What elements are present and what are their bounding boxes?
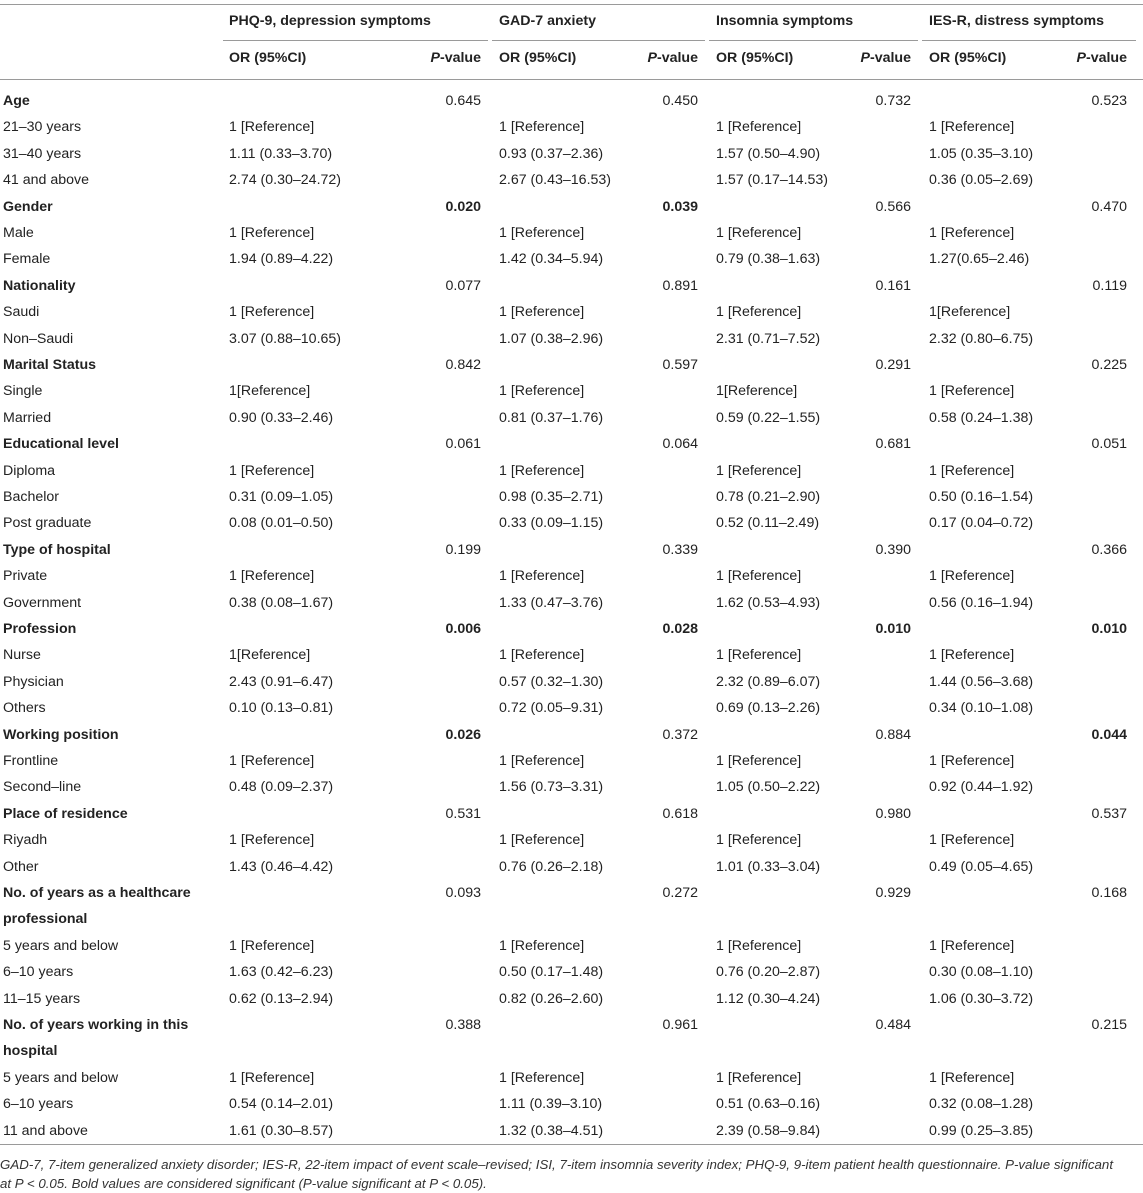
- or-cell: 0.72 (0.05–9.31): [499, 700, 604, 717]
- row-group-label: Profession: [3, 621, 77, 637]
- p-value-cell: 0.199: [445, 541, 481, 558]
- or-cell: 0.93 (0.37–2.36): [499, 145, 604, 162]
- or-cell: 0.81 (0.37–1.76): [499, 409, 604, 426]
- or-cell: 1 [Reference]: [499, 937, 585, 954]
- or-cell: 1[Reference]: [229, 383, 311, 400]
- or-cell: 0.82 (0.26–2.60): [499, 990, 604, 1007]
- or-cell: 1 [Reference]: [229, 937, 315, 954]
- column-group-title: PHQ-9, depression symptoms: [229, 13, 431, 29]
- column-group-underline: [492, 40, 705, 41]
- p-value-cell: 0.225: [1091, 357, 1127, 373]
- p-value-cell: 0.732: [875, 93, 911, 109]
- p-value-cell: 0.339: [662, 541, 698, 558]
- or-cell: 2.74 (0.30–24.72): [229, 172, 342, 189]
- or-cell: 1 [Reference]: [716, 753, 802, 769]
- or-cell: 1.56 (0.73–3.31): [499, 779, 604, 796]
- column-group-title: IES-R, distress symptoms: [929, 13, 1105, 29]
- or-cell: 1 [Reference]: [716, 937, 802, 954]
- row-label: Other: [3, 858, 39, 875]
- or-cell: 1 [Reference]: [499, 832, 585, 849]
- row-label: Diploma: [3, 462, 56, 479]
- p-value-cell: 0.842: [445, 357, 481, 373]
- or-cell: 1 [Reference]: [229, 753, 315, 769]
- or-cell: 1.32 (0.38–4.51): [499, 1122, 604, 1139]
- column-group-title: GAD-7 anxiety: [499, 13, 596, 29]
- or-cell: 0.76 (0.20–2.87): [716, 964, 821, 981]
- p-value-cell: 0.618: [662, 805, 698, 822]
- p-value-cell: 0.077: [445, 277, 481, 294]
- or-cell: 1 [Reference]: [716, 568, 802, 585]
- p-value-cell: 0.010: [1091, 621, 1127, 637]
- or-cell: 1 [Reference]: [716, 647, 802, 664]
- row-label: 31–40 years: [3, 145, 82, 162]
- row-group-label: Working position: [3, 726, 119, 743]
- row-label: 21–30 years: [3, 119, 82, 136]
- or-cell: 1.33 (0.47–3.76): [499, 594, 604, 611]
- p-value-cell: 0.272: [662, 885, 698, 901]
- or-cell: 1 [Reference]: [229, 462, 315, 479]
- row-group-label: No. of years working in this: [3, 1017, 189, 1033]
- or-cell: 1 [Reference]: [929, 462, 1015, 479]
- or-cell: 1 [Reference]: [716, 462, 802, 479]
- p-value-cell: 0.470: [1091, 198, 1127, 215]
- row-label: Physician: [3, 673, 64, 690]
- or-cell: 1.11 (0.33–3.70): [229, 145, 333, 162]
- or-cell: 0.51 (0.63–0.16): [716, 1096, 821, 1113]
- row-group-label: No. of years as a healthcare: [3, 885, 191, 901]
- or-cell: 1[Reference]: [929, 304, 1011, 321]
- bottom-rule: [0, 1144, 1143, 1145]
- p-value-cell: 0.645: [445, 93, 481, 109]
- or-cell: 1.06 (0.30–3.72): [929, 990, 1034, 1007]
- or-cell: 0.10 (0.13–0.81): [229, 700, 334, 717]
- or-cell: 0.58 (0.24–1.38): [929, 409, 1034, 426]
- or-cell: 0.90 (0.33–2.46): [229, 409, 334, 426]
- or-cell: 0.79 (0.38–1.63): [716, 251, 821, 268]
- p-value-cell: 0.390: [875, 541, 911, 558]
- row-label: 6–10 years: [3, 964, 74, 981]
- row-label: 6–10 years: [3, 1096, 74, 1113]
- or-cell: 0.17 (0.04–0.72): [929, 515, 1034, 532]
- or-cell: 1 [Reference]: [716, 304, 802, 321]
- p-value-cell: 0.039: [662, 198, 698, 215]
- or-cell: 0.36 (0.05–2.69): [929, 172, 1034, 189]
- row-group-label: Nationality: [3, 277, 76, 294]
- or-cell: 1.05 (0.50–2.22): [716, 779, 821, 796]
- p-value-cell: 0.372: [662, 726, 698, 743]
- p-value-cell: 0.215: [1091, 1017, 1127, 1033]
- row-group-label: Age: [3, 93, 30, 109]
- p-value-cell: 0.531: [445, 805, 481, 822]
- row-label: Riyadh: [3, 832, 48, 849]
- row-label: Private: [3, 568, 48, 585]
- or-cell: 0.32 (0.08–1.28): [929, 1096, 1034, 1113]
- or-column-header: OR (95%CI): [929, 50, 1007, 66]
- or-cell: 1.57 (0.17–14.53): [716, 172, 829, 189]
- row-label: Frontline: [3, 753, 59, 769]
- or-cell: 0.62 (0.13–2.94): [229, 990, 334, 1007]
- or-cell: 1 [Reference]: [929, 383, 1015, 400]
- p-value-column-header: P-value: [647, 50, 698, 66]
- p-value-cell: 0.388: [445, 1017, 481, 1033]
- or-cell: 0.69 (0.13–2.26): [716, 700, 821, 717]
- or-cell: 2.67 (0.43–16.53): [499, 172, 612, 189]
- or-cell: 1 [Reference]: [229, 568, 315, 585]
- row-label: 5 years and below: [3, 1069, 119, 1086]
- p-value-cell: 0.161: [875, 277, 911, 294]
- row-group-label: Educational level: [3, 436, 119, 453]
- or-cell: 1 [Reference]: [499, 383, 585, 400]
- or-cell: 1.61 (0.30–8.57): [229, 1122, 334, 1139]
- or-cell: 0.92 (0.44–1.92): [929, 779, 1034, 796]
- or-cell: 1 [Reference]: [499, 568, 585, 585]
- or-cell: 2.31 (0.71–7.52): [716, 330, 821, 347]
- or-cell: 0.30 (0.08–1.10): [929, 964, 1034, 981]
- or-cell: 1.05 (0.35–3.10): [929, 145, 1034, 162]
- p-value-cell: 0.044: [1091, 726, 1127, 743]
- or-cell: 1.12 (0.30–4.24): [716, 990, 821, 1007]
- row-group-label: Type of hospital: [3, 541, 111, 558]
- or-cell: 1 [Reference]: [929, 647, 1015, 664]
- or-cell: 2.32 (0.89–6.07): [716, 673, 821, 690]
- row-label: Single: [3, 383, 43, 400]
- or-cell: 1 [Reference]: [929, 225, 1015, 241]
- row-group-label: Gender: [3, 198, 53, 215]
- or-cell: 0.31 (0.09–1.05): [229, 489, 334, 505]
- row-group-label-continued: hospital: [3, 1043, 58, 1060]
- or-cell: 1 [Reference]: [499, 647, 585, 664]
- or-cell: 1 [Reference]: [499, 304, 585, 321]
- row-label: Others: [3, 700, 46, 717]
- p-value-cell: 0.026: [445, 726, 481, 743]
- or-cell: 1.01 (0.33–3.04): [716, 858, 821, 875]
- p-value-cell: 0.119: [1092, 277, 1127, 294]
- p-value-cell: 0.064: [662, 436, 698, 453]
- p-value-cell: 0.020: [445, 198, 481, 215]
- row-label: 5 years and below: [3, 937, 119, 954]
- row-label: 41 and above: [3, 172, 89, 189]
- or-cell: 0.76 (0.26–2.18): [499, 858, 604, 875]
- or-cell: 1 [Reference]: [929, 937, 1015, 954]
- p-value-cell: 0.484: [875, 1017, 911, 1033]
- row-label: Male: [3, 225, 34, 241]
- or-cell: 1.44 (0.56–3.68): [929, 673, 1034, 690]
- p-value-cell: 0.929: [875, 885, 911, 901]
- p-value-cell: 0.537: [1091, 805, 1127, 822]
- p-value-cell: 0.051: [1091, 436, 1127, 453]
- or-cell: 1 [Reference]: [499, 462, 585, 479]
- or-cell: 2.32 (0.80–6.75): [929, 330, 1034, 347]
- or-cell: 1.11 (0.39–3.10): [499, 1096, 603, 1113]
- or-cell: 1 [Reference]: [929, 119, 1015, 136]
- or-column-header: OR (95%CI): [716, 50, 794, 66]
- row-label: Second–line: [3, 779, 82, 796]
- column-group-underline: [223, 40, 488, 41]
- row-group-label: Place of residence: [3, 805, 128, 822]
- p-value-column-header: P-value: [430, 50, 481, 66]
- or-cell: 1.27(0.65–2.46): [929, 251, 1030, 268]
- or-cell: 1 [Reference]: [929, 753, 1015, 769]
- or-cell: 1 [Reference]: [229, 1069, 315, 1086]
- p-value-cell: 0.168: [1091, 885, 1127, 901]
- row-group-label-continued: professional: [3, 911, 88, 928]
- footnote: GAD-7, 7-item generalized anxiety disorder; IES-R, 22-item impact of event scale–revised; ISI, 7-item insomnia severity index; PHQ-9, 9-item patient health questionnaire. P-value significant at P < 0.05. Bold values are considered significant (P-value significant at P < 0.05).: [0, 1157, 1114, 1191]
- or-cell: 2.39 (0.58–9.84): [716, 1122, 821, 1139]
- or-cell: 1 [Reference]: [499, 119, 585, 136]
- or-cell: 1[Reference]: [229, 647, 311, 664]
- or-cell: 0.99 (0.25–3.85): [929, 1122, 1034, 1139]
- or-cell: 0.57 (0.32–1.30): [499, 673, 604, 690]
- or-cell: 0.59 (0.22–1.55): [716, 409, 821, 426]
- p-value-cell: 0.006: [445, 621, 481, 637]
- row-label: Non–Saudi: [3, 330, 74, 347]
- p-value-cell: 0.366: [1091, 541, 1127, 558]
- p-value-cell: 0.891: [662, 277, 698, 294]
- p-value-cell: 0.980: [875, 805, 911, 822]
- or-cell: 0.98 (0.35–2.71): [499, 489, 604, 505]
- or-cell: 1 [Reference]: [929, 1069, 1015, 1086]
- or-cell: 0.50 (0.17–1.48): [499, 964, 604, 981]
- p-value-cell: 0.093: [445, 885, 481, 901]
- or-cell: 1 [Reference]: [499, 225, 585, 241]
- or-cell: 0.33 (0.09–1.15): [499, 515, 604, 532]
- or-cell: 0.48 (0.09–2.37): [229, 779, 334, 796]
- header-rule: [0, 79, 1143, 80]
- or-cell: 0.78 (0.21–2.90): [716, 489, 821, 505]
- or-cell: 1.57 (0.50–4.90): [716, 145, 821, 162]
- or-cell: 1 [Reference]: [716, 1069, 802, 1086]
- or-cell: 1 [Reference]: [929, 568, 1015, 585]
- row-label: Female: [3, 251, 51, 268]
- column-group-title: Insomnia symptoms: [716, 13, 854, 29]
- p-value-column-header: P-value: [1076, 50, 1127, 66]
- row-label: Bachelor: [3, 489, 59, 505]
- or-cell: 1 [Reference]: [716, 119, 802, 136]
- column-group-underline: [922, 40, 1136, 41]
- or-cell: 0.56 (0.16–1.94): [929, 594, 1034, 611]
- or-column-header: OR (95%CI): [229, 50, 307, 66]
- or-column-header: OR (95%CI): [499, 50, 577, 66]
- row-label: Government: [3, 594, 82, 611]
- p-value-cell: 0.566: [875, 198, 911, 215]
- or-cell: 1 [Reference]: [229, 119, 315, 136]
- p-value-cell: 0.450: [662, 93, 698, 109]
- row-label: 11 and above: [3, 1122, 88, 1139]
- or-cell: 1 [Reference]: [229, 832, 315, 849]
- p-value-cell: 0.597: [662, 357, 698, 373]
- p-value-column-header: P-value: [860, 50, 911, 66]
- or-cell: 1.94 (0.89–4.22): [229, 251, 334, 268]
- row-label: Post graduate: [3, 515, 92, 532]
- or-cell: 0.49 (0.05–4.65): [929, 858, 1034, 875]
- row-group-label: Marital Status: [3, 357, 97, 373]
- p-value-cell: 0.884: [875, 726, 911, 743]
- p-value-cell: 0.061: [445, 436, 481, 453]
- row-label: Married: [3, 409, 52, 426]
- or-cell: 1[Reference]: [716, 383, 798, 400]
- p-value-cell: 0.681: [875, 436, 911, 453]
- or-cell: 1 [Reference]: [229, 304, 315, 321]
- column-group-underline: [709, 40, 918, 41]
- p-value-cell: 0.961: [662, 1017, 698, 1033]
- p-value-cell: 0.291: [875, 357, 911, 373]
- row-label: Nurse: [3, 647, 41, 664]
- p-value-cell: 0.010: [875, 621, 911, 637]
- row-label: Saudi: [3, 304, 40, 321]
- or-cell: 1.63 (0.42–6.23): [229, 964, 334, 981]
- or-cell: 1 [Reference]: [499, 1069, 585, 1086]
- or-cell: 1 [Reference]: [499, 753, 585, 769]
- or-cell: 1.42 (0.34–5.94): [499, 251, 604, 268]
- or-cell: 1 [Reference]: [716, 225, 802, 241]
- or-cell: 1 [Reference]: [929, 832, 1015, 849]
- or-cell: 1.43 (0.46–4.42): [229, 858, 334, 875]
- or-cell: 1.62 (0.53–4.93): [716, 594, 821, 611]
- top-rule: [0, 4, 1143, 5]
- or-cell: 1.07 (0.38–2.96): [499, 330, 604, 347]
- row-label: 11–15 years: [3, 990, 81, 1007]
- or-cell: 3.07 (0.88–10.65): [229, 330, 342, 347]
- or-cell: 0.34 (0.10–1.08): [929, 700, 1034, 717]
- or-cell: 2.43 (0.91–6.47): [229, 673, 334, 690]
- or-cell: 1 [Reference]: [716, 832, 802, 849]
- or-cell: 0.54 (0.14–2.01): [229, 1096, 334, 1113]
- or-cell: 1 [Reference]: [229, 225, 315, 241]
- or-cell: 0.38 (0.08–1.67): [229, 594, 334, 611]
- p-value-cell: 0.523: [1091, 93, 1127, 109]
- or-cell: 0.50 (0.16–1.54): [929, 489, 1034, 505]
- or-cell: 0.52 (0.11–2.49): [716, 515, 820, 532]
- or-cell: 0.08 (0.01–0.50): [229, 515, 334, 532]
- p-value-cell: 0.028: [662, 621, 698, 637]
